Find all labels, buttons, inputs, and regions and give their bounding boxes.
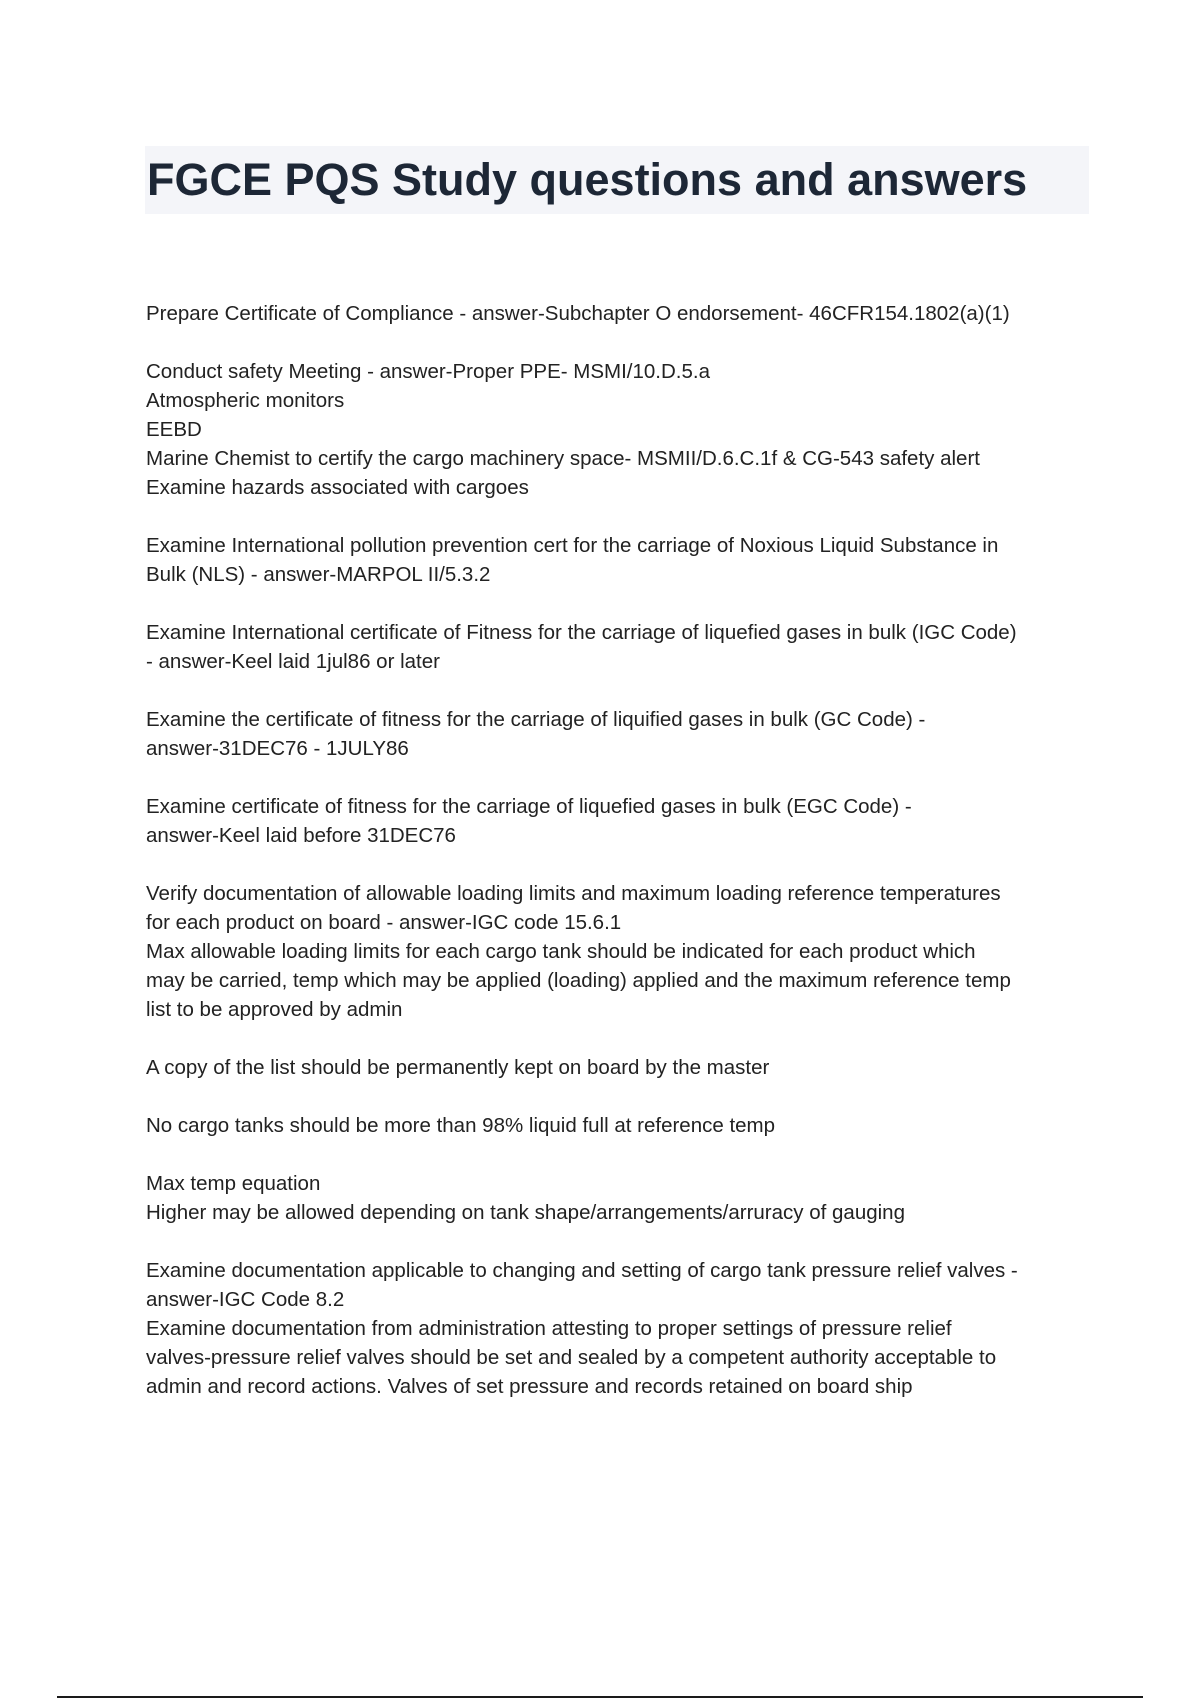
qa-paragraph xyxy=(146,618,1096,676)
paragraph-line: Conduct safety Meeting - answer-Proper PPE- MSMI/10.D.5.a xyxy=(146,360,710,383)
paragraph-line: Bulk (NLS) - answer-MARPOL II/5.3.2 xyxy=(146,563,491,586)
paragraph-line: EEBD xyxy=(146,418,202,441)
paragraph-line: admin and record actions. Valves of set pressure and records retained on board ship xyxy=(146,1375,913,1398)
qa-paragraph xyxy=(146,357,1096,502)
qa-paragraph xyxy=(146,299,1096,328)
paragraph-line: Verify documentation of allowable loading limits and maximum loading reference temperatures xyxy=(146,882,1001,905)
title-banner xyxy=(145,146,1089,214)
qa-paragraph xyxy=(146,879,1096,1024)
paragraph-line: Max temp equation xyxy=(146,1172,321,1195)
qa-paragraph xyxy=(146,1256,1096,1401)
paragraph-line: may be carried, temp which may be applied (loading) applied and the maximum reference temp xyxy=(146,969,1011,992)
footer-divider xyxy=(57,1696,1143,1698)
paragraph-line: A copy of the list should be permanently kept on board by the master xyxy=(146,1056,770,1079)
paragraph-line: list to be approved by admin xyxy=(146,998,403,1021)
paragraph-line: answer-31DEC76 - 1JULY86 xyxy=(146,737,409,760)
page-title: FGCE PQS Study questions and answers xyxy=(147,154,1028,205)
paragraph-line: - answer-Keel laid 1jul86 or later xyxy=(146,650,440,673)
paragraph-line: Examine International certificate of Fitness for the carriage of liquefied gases in bulk (IGC Code) xyxy=(146,621,1017,644)
paragraph-line: Max allowable loading limits for each cargo tank should be indicated for each product which xyxy=(146,940,976,963)
qa-paragraph xyxy=(146,1111,1096,1140)
paragraph-line: Examine International pollution prevention cert for the carriage of Noxious Liquid Substance in xyxy=(146,534,999,557)
paragraph-line: answer-IGC Code 8.2 xyxy=(146,1288,345,1311)
paragraph-line: Examine documentation from administration attesting to proper settings of pressure relief xyxy=(146,1317,952,1340)
paragraph-line: Higher may be allowed depending on tank shape/arrangements/arruracy of gauging xyxy=(146,1201,905,1224)
qa-paragraph xyxy=(146,531,1096,589)
paragraph-line: Prepare Certificate of Compliance - answer-Subchapter O endorsement- 46CFR154.1802(a)(1) xyxy=(146,302,1010,325)
qa-paragraph xyxy=(146,792,1096,850)
paragraph-line: Atmospheric monitors xyxy=(146,389,345,412)
paragraph-line: for each product on board - answer-IGC code 15.6.1 xyxy=(146,911,622,934)
paragraph-line: Examine the certificate of fitness for the carriage of liquified gases in bulk (GC Code) - xyxy=(146,708,926,731)
document-body xyxy=(146,299,1096,1430)
paragraph-line: Examine hazards associated with cargoes xyxy=(146,476,529,499)
qa-paragraph xyxy=(146,1053,1096,1082)
qa-paragraph xyxy=(146,1169,1096,1227)
paragraph-line: answer-Keel laid before 31DEC76 xyxy=(146,824,456,847)
paragraph-line: No cargo tanks should be more than 98% liquid full at reference temp xyxy=(146,1114,776,1137)
qa-paragraph xyxy=(146,705,1096,763)
paragraph-line: valves-pressure relief valves should be set and sealed by a competent authority acceptable to xyxy=(146,1346,997,1369)
paragraph-line: Examine certificate of fitness for the carriage of liquefied gases in bulk (EGC Code) - xyxy=(146,795,912,818)
paragraph-line: Marine Chemist to certify the cargo machinery space- MSMII/D.6.C.1f & CG-543 safety alert xyxy=(146,447,980,470)
paragraph-line: Examine documentation applicable to changing and setting of cargo tank pressure relief valves - xyxy=(146,1259,1018,1282)
